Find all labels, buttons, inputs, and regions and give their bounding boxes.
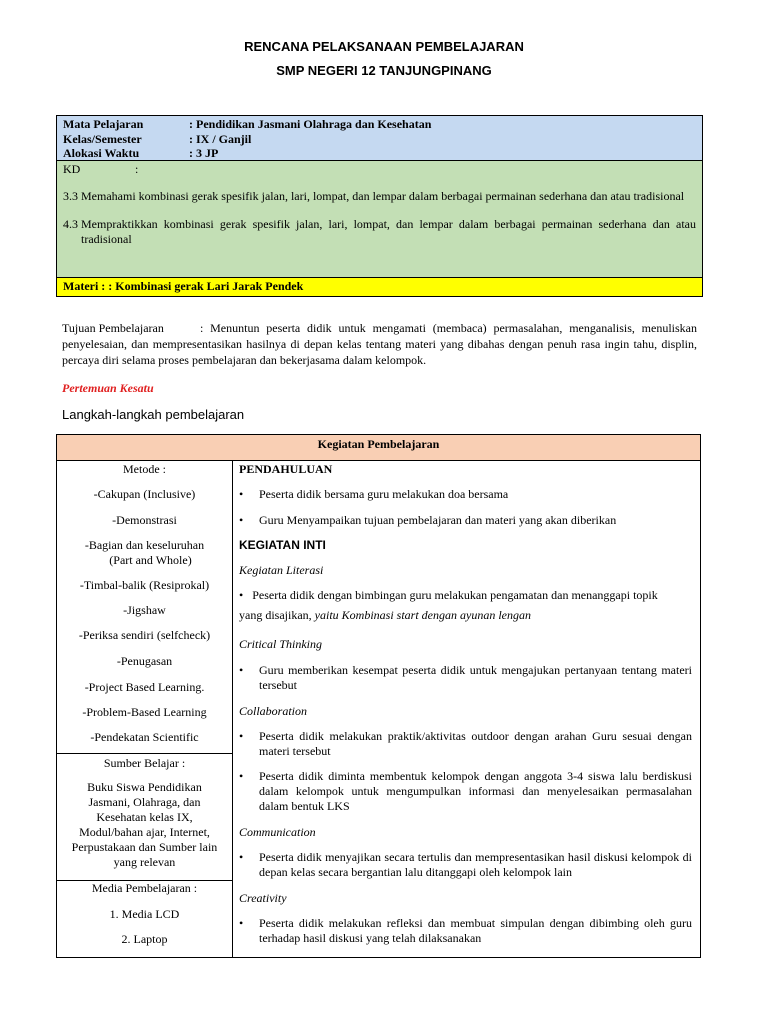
metode-item: -Problem-Based Learning	[82, 705, 207, 719]
media-item: 1. Media LCD	[109, 907, 180, 921]
activity-column	[233, 461, 700, 957]
metode-item: -Penugasan	[116, 654, 173, 668]
creativity-heading: Creativity	[239, 891, 287, 905]
list-item: • Peserta didik bersama guru melakukan doa bersama	[239, 487, 509, 501]
tujuan-text: : Menuntun peserta didik untuk mengamati (membaca) permasalahan, menganalisis, menuliskan penyelesaian, dan mempresentasikan hasilnya di depan kelas tentang materi yang dibahas dengan penuh rasa ingin tahu, displin, percaya diri selama proses pembelajaran dan bekerjasama dalam kelompok.	[62, 321, 697, 367]
method-column	[57, 461, 233, 957]
materi-row: Materi : : Kombinasi gerak Lari Jarak Pendek	[57, 278, 702, 296]
media-label: Media Pembelajaran :	[91, 881, 198, 895]
collab-heading: Collaboration	[239, 704, 308, 718]
kelas-value: : IX / Ganjil	[189, 131, 252, 146]
pertemuan-heading: Pertemuan Kesatu	[62, 381, 154, 395]
kd-item: 3.3 Memahami kombinasi gerak spesifik jalan, lari, lompat, dan lempar dalam berbagai permainan sederhana dan atau tradisional	[63, 189, 685, 203]
kd-section	[57, 161, 702, 278]
metode-item: (Part and Whole)	[109, 553, 192, 567]
list-item: • Peserta didik melakukan refleksi dan membuat simpulan dengan dibimbing oleh guru terhadap hasil diskusi yang telah dilaksanakan	[239, 916, 692, 945]
school-name: SMP NEGERI 12 TANJUNGPINANG	[276, 63, 492, 78]
pendahuluan-heading: PENDAHULUAN	[239, 462, 333, 476]
inti-heading: KEGIATAN INTI	[239, 538, 326, 552]
literasi-heading: Kegiatan Literasi	[239, 563, 324, 577]
critical-heading: Critical Thinking	[239, 637, 323, 651]
media-item: 2. Laptop	[121, 932, 168, 946]
list-item: • Peserta didik melakukan praktik/aktivitas outdoor dengan arahan Guru sesuai dengan materi tersebut	[239, 729, 692, 758]
sumber-line: Modul/bahan ajar, Internet,	[79, 825, 210, 839]
mapel-label: Mata Pelajaran	[63, 117, 144, 131]
alokasi-value: : 3 JP	[189, 146, 219, 160]
kd-colon: :	[135, 162, 139, 176]
literasi-line2: yang disajikan, yaitu Kombinasi start dengan ayunan lengan	[239, 608, 531, 622]
metode-item: -Project Based Learning.	[84, 680, 205, 694]
metode-label: Metode :	[123, 462, 166, 476]
list-item: • Peserta didik diminta membentuk kelompok dengan anggota 3-4 siswa lalu berdiskusi dalam kelompok untuk mengumpulkan informasi dan menyelesaikan permasalahan dalam bentuk LKS	[239, 769, 692, 813]
sumber-line: Kesehatan kelas IX,	[96, 810, 193, 824]
kd-label: KD	[63, 162, 81, 176]
metode-item: -Timbal-balik (Resiprokal)	[79, 578, 210, 592]
langkah-heading: Langkah-langkah pembelajaran	[62, 407, 245, 422]
literasi-line1: • Peserta didik dengan bimbingan guru melakukan pengamatan dan menanggapi topik	[239, 588, 658, 602]
list-item: • Guru Menyampaikan tujuan pembelajaran dan materi yang akan diberikan	[239, 513, 617, 527]
metode-item: -Jigshaw	[123, 603, 166, 617]
activity-table-header: Kegiatan Pembelajaran	[57, 435, 700, 461]
list-item: • Peserta didik menyajikan secara tertulis dan mempresentasikan hasil diskusi kelompok di depan kelas secara bergantian lalu ditanggapi oleh kelompok lain	[239, 850, 692, 879]
sumber-line: Buku Siswa Pendidikan	[87, 780, 202, 794]
comm-heading: Communication	[239, 825, 316, 839]
metode-item: -Bagian dan keseluruhan	[84, 538, 205, 552]
alokasi-label: Alokasi Waktu	[63, 146, 140, 160]
metode-item: -Demonstrasi	[112, 513, 177, 527]
metode-item: -Cakupan (Inclusive)	[93, 487, 196, 501]
sumber-line: yang relevan	[113, 855, 176, 869]
document-title: RENCANA PELAKSANAAN PEMBELAJARAN	[244, 39, 524, 54]
tujuan-pembelajaran	[62, 320, 697, 368]
sumber-label: Sumber Belajar :	[103, 756, 186, 770]
metode-item: -Pendekatan Scientific	[90, 730, 199, 744]
mapel-value: : Pendidikan Jasmani Olahraga dan Kesehatan	[189, 117, 432, 131]
kelas-label: Kelas/Semester	[63, 131, 142, 146]
sumber-line: Jasmani, Olahraga, dan	[88, 795, 201, 809]
tujuan-label: Tujuan Pembelajaran	[62, 321, 164, 335]
sumber-line: Perpustakaan dan Sumber lain	[71, 840, 218, 854]
info-table	[56, 115, 703, 297]
identity-section	[57, 116, 702, 161]
metode-item: -Periksa sendiri (selfcheck)	[78, 628, 211, 642]
list-item: • Guru memberikan kesempat peserta didik untuk mengajukan pertanyaan tentang materi tersebut	[239, 663, 692, 692]
activity-table	[56, 434, 701, 958]
divider	[57, 753, 232, 754]
kd-item: 4.3 Mempraktikkan kombinasi gerak spesifik jalan, lari, lompat, dan lempar dalam berbagai permainan sederhana dan atau tradisional	[63, 217, 696, 246]
